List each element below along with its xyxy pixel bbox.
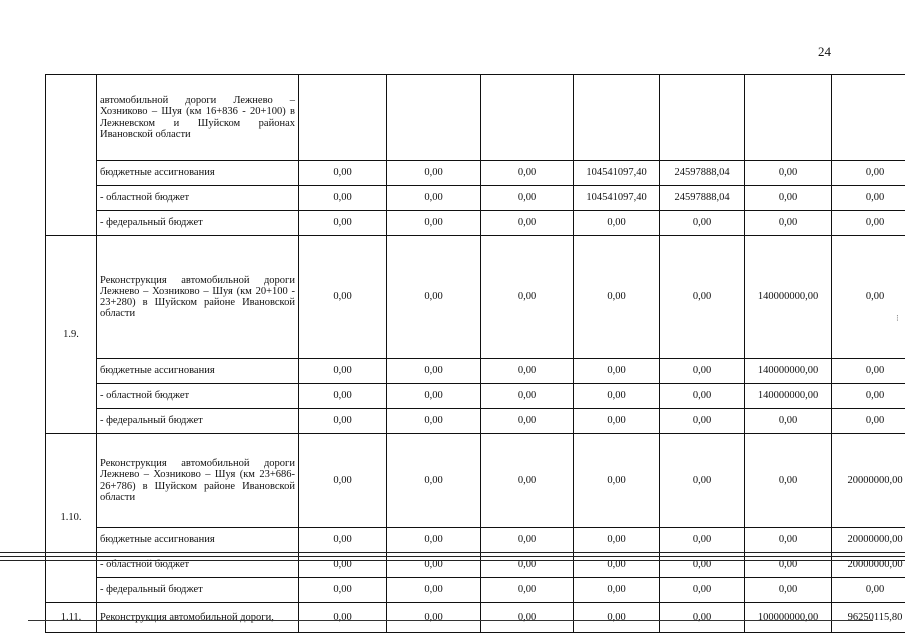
budget-row-label: бюджетные ассигнования (97, 359, 299, 384)
value-cell: 140000000,00 (745, 384, 832, 409)
value-cell: 0,00 (745, 528, 832, 553)
value-cell: 0,00 (660, 409, 745, 434)
value-cell: 0,00 (574, 578, 660, 603)
value-cell: 0,00 (387, 603, 481, 633)
scan-divider-line (0, 552, 905, 553)
value-cell: 0,00 (574, 384, 660, 409)
section-number: 1.11. (46, 603, 97, 633)
value-cell: 0,00 (387, 384, 481, 409)
value-cell (832, 75, 905, 161)
budget-row-label: - федеральный бюджет (97, 211, 299, 236)
value-cell: 0,00 (387, 528, 481, 553)
value-cell: 0,00 (574, 359, 660, 384)
value-cell: 0,00 (387, 161, 481, 186)
value-cell: 20000000,00 (832, 528, 905, 553)
value-cell: 20000000,00 (832, 553, 905, 578)
value-cell: 0,00 (299, 161, 387, 186)
value-cell: 0,00 (387, 434, 481, 528)
budget-row (46, 186, 905, 211)
section-row (46, 434, 905, 528)
value-cell: 0,00 (660, 384, 745, 409)
value-cell: 0,00 (745, 409, 832, 434)
budget-row (46, 161, 905, 186)
budget-row (46, 384, 905, 409)
value-cell (745, 75, 832, 161)
budget-row-label: - областной бюджет (97, 553, 299, 578)
value-cell: 0,00 (299, 578, 387, 603)
value-cell: 20000000,00 (832, 434, 905, 528)
budget-row-label: бюджетные ассигнования (97, 528, 299, 553)
value-cell: 0,00 (745, 211, 832, 236)
value-cell: 0,00 (574, 553, 660, 578)
section-number: 1.10. (46, 434, 97, 603)
value-cell: 0,00 (299, 384, 387, 409)
value-cell: 0,00 (832, 409, 905, 434)
value-cell: 0,00 (481, 434, 574, 528)
budget-row-label: - федеральный бюджет (97, 578, 299, 603)
budget-row (46, 359, 905, 384)
value-cell: 0,00 (299, 359, 387, 384)
section-row (46, 603, 905, 633)
value-cell: 0,00 (660, 528, 745, 553)
budget-row (46, 409, 905, 434)
value-cell: 100000000,00 (745, 603, 832, 633)
value-cell: 0,00 (574, 528, 660, 553)
value-cell: 0,00 (481, 161, 574, 186)
section-row (46, 236, 905, 359)
value-cell: 0,00 (832, 186, 905, 211)
value-cell: 0,00 (660, 578, 745, 603)
value-cell: 140000000,00 (745, 236, 832, 359)
section-name: автомобильной дороги Лежнево – Хозниково – Шуя (км 16+836 - 20+100) в Лежневском и Шуйском районах Ивановской области (97, 75, 299, 161)
value-cell: 104541097,40 (574, 161, 660, 186)
value-cell (574, 75, 660, 161)
value-cell: 0,00 (574, 211, 660, 236)
value-cell: 0,00 (660, 434, 745, 528)
section-name: Реконструкция автомобильной дороги Лежнево – Хозниково – Шуя (км 23+686-26+786) в Шуйском районе Ивановской области (97, 434, 299, 528)
value-cell: 96250115,80 (832, 603, 905, 633)
value-cell: 0,00 (481, 186, 574, 211)
value-cell (481, 75, 574, 161)
value-cell: 0,00 (660, 603, 745, 633)
value-cell: 0,00 (832, 359, 905, 384)
value-cell: 0,00 (745, 578, 832, 603)
value-cell: 0,00 (387, 211, 481, 236)
value-cell: 0,00 (299, 236, 387, 359)
value-cell: 0,00 (299, 434, 387, 528)
value-cell: 0,00 (481, 236, 574, 359)
margin-mark: ⁝ (896, 313, 899, 323)
scan-divider-line (0, 560, 905, 561)
value-cell: 0,00 (299, 409, 387, 434)
value-cell: 0,00 (481, 603, 574, 633)
value-cell: 0,00 (299, 528, 387, 553)
budget-row-label: - областной бюджет (97, 384, 299, 409)
value-cell: 0,00 (387, 578, 481, 603)
value-cell: 0,00 (299, 553, 387, 578)
value-cell: 0,00 (481, 553, 574, 578)
value-cell: 0,00 (660, 359, 745, 384)
value-cell: 0,00 (832, 384, 905, 409)
value-cell: 0,00 (745, 186, 832, 211)
budget-row (46, 211, 905, 236)
budget-row-label: - федеральный бюджет (97, 409, 299, 434)
value-cell: 0,00 (832, 211, 905, 236)
section-row (46, 75, 905, 161)
value-cell: 0,00 (481, 528, 574, 553)
value-cell: 0,00 (299, 186, 387, 211)
value-cell: 0,00 (387, 186, 481, 211)
page-number: 24 (818, 44, 831, 59)
value-cell: 0,00 (574, 434, 660, 528)
value-cell: 0,00 (660, 211, 745, 236)
value-cell: 0,00 (387, 409, 481, 434)
value-cell: 0,00 (660, 236, 745, 359)
bottom-rule (28, 620, 873, 621)
value-cell: 0,00 (574, 603, 660, 633)
value-cell: 0,00 (745, 161, 832, 186)
value-cell (299, 75, 387, 161)
scan-divider-line (0, 556, 905, 557)
budget-row (46, 528, 905, 553)
value-cell: 104541097,40 (574, 186, 660, 211)
section-number: 1.9. (46, 236, 97, 434)
value-cell (660, 75, 745, 161)
budget-table (45, 74, 905, 633)
value-cell: 0,00 (481, 578, 574, 603)
value-cell: 140000000,00 (745, 359, 832, 384)
value-cell: 0,00 (481, 384, 574, 409)
value-cell (387, 75, 481, 161)
value-cell: 0,00 (660, 553, 745, 578)
value-cell: 0,00 (387, 359, 481, 384)
value-cell: 0,00 (481, 211, 574, 236)
value-cell: 0,00 (574, 409, 660, 434)
value-cell: 24597888,04 (660, 161, 745, 186)
value-cell: 0,00 (574, 236, 660, 359)
budget-row-label: бюджетные ассигнования (97, 161, 299, 186)
value-cell: 0,00 (387, 553, 481, 578)
value-cell: 0,00 (299, 211, 387, 236)
section-number (46, 75, 97, 236)
budget-row-label: - областной бюджет (97, 186, 299, 211)
value-cell: 0,00 (832, 161, 905, 186)
value-cell: 0,00 (481, 359, 574, 384)
value-cell: 0,00 (745, 553, 832, 578)
budget-row (46, 578, 905, 603)
value-cell: 0,00 (832, 578, 905, 603)
value-cell: 0,00 (745, 434, 832, 528)
section-name: Реконструкция автомобильной дороги Лежнево – Хозниково – Шуя (км 20+100 - 23+280) в Шуйском районе Ивановской области (97, 236, 299, 359)
value-cell: 24597888,04 (660, 186, 745, 211)
value-cell: 0,00 (832, 236, 905, 359)
value-cell: 0,00 (299, 603, 387, 633)
value-cell: 0,00 (387, 236, 481, 359)
value-cell: 0,00 (481, 409, 574, 434)
section-name: Реконструкция автомобильной дороги, (97, 603, 299, 633)
